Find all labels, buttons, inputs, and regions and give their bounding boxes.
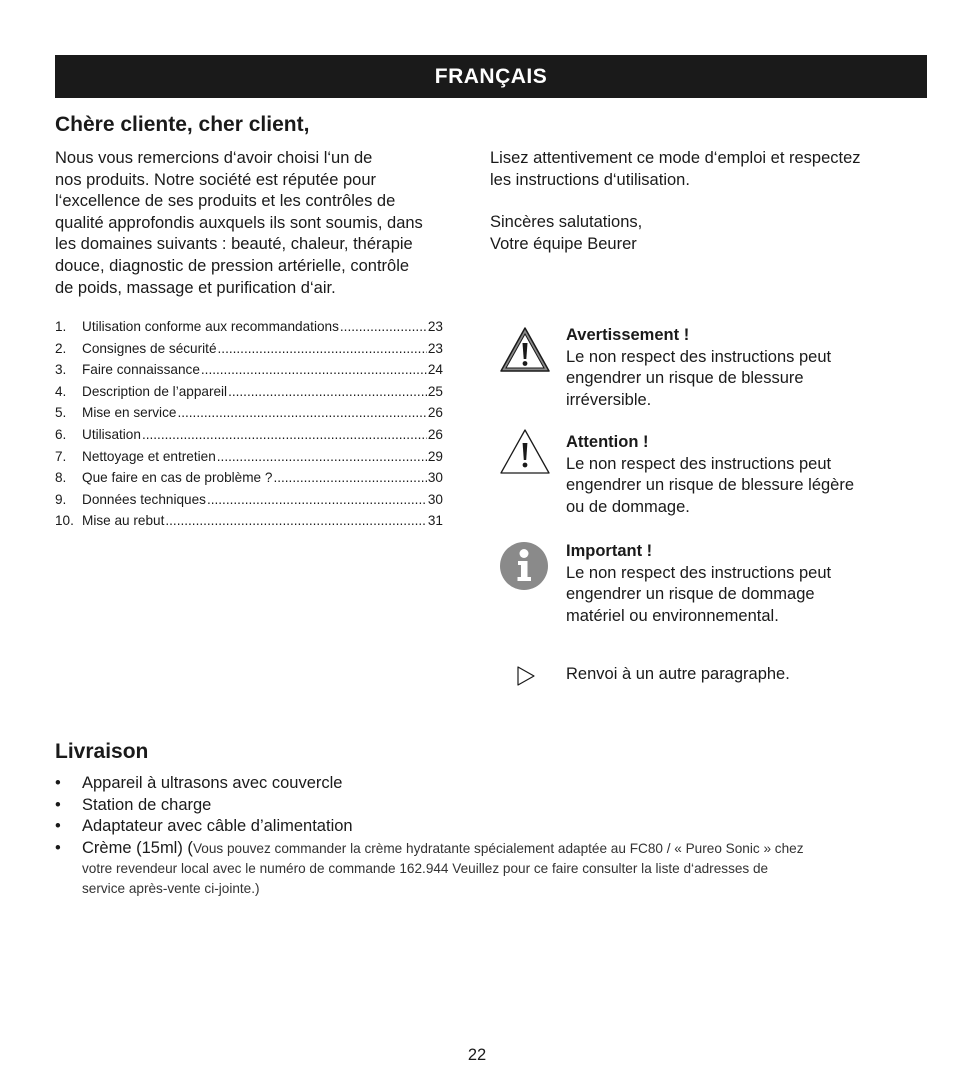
- toc-entry[interactable]: [55, 510, 443, 532]
- greeting-line: douce, diagnostic de pression artérielle, contrôle: [55, 256, 410, 275]
- warning-triangle-filled-icon: [498, 325, 552, 380]
- toc-page: 29: [427, 448, 443, 464]
- toc-leader-dots: [165, 510, 427, 532]
- closing-line: Votre équipe Beurer: [490, 234, 637, 253]
- toc-title: Mise en service: [82, 405, 177, 421]
- toc-page: 26: [427, 426, 443, 442]
- toc-number: 2.: [55, 340, 67, 356]
- delivery-item-text: Adaptateur avec câble d’alimentation: [82, 817, 353, 836]
- closing-line: Sincères salutations,: [490, 213, 643, 231]
- toc-title: Utilisation: [82, 426, 141, 442]
- table-of-contents: [55, 316, 443, 532]
- cream-note: service après-vente ci-jointe.): [82, 881, 260, 897]
- toc-page: 30: [427, 470, 443, 486]
- attention-line: ou de dommage.: [566, 497, 690, 516]
- list-item: • Adaptateur avec câble d’alimentation: [55, 817, 353, 836]
- greeting-line: Nous vous remercions d‘avoir choisi l‘un de: [55, 149, 373, 167]
- toc-page: 26: [427, 405, 443, 421]
- greeting-body: [55, 148, 465, 299]
- toc-leader-dots: [201, 359, 427, 381]
- toc-number: 3.: [55, 362, 67, 378]
- toc-number: 9.: [55, 491, 67, 507]
- toc-page: 25: [427, 383, 443, 399]
- toc-title: Données techniques: [82, 491, 206, 507]
- greeting-line: les domaines suivants : beauté, chaleur, thérapie: [55, 235, 413, 254]
- toc-number: 8.: [55, 470, 67, 486]
- toc-entry[interactable]: [55, 359, 443, 381]
- list-item: • Appareil à ultrasons avec couvercle: [55, 774, 343, 792]
- instruction-line: les instructions d‘utilisation.: [490, 170, 690, 189]
- greeting-heading: Chère cliente, cher client,: [55, 113, 310, 136]
- info-circle-icon: [498, 540, 550, 597]
- toc-entry[interactable]: [55, 424, 443, 446]
- attention-title: Attention !: [566, 433, 649, 451]
- toc-entry[interactable]: [55, 467, 443, 489]
- toc-number: 5.: [55, 405, 67, 421]
- delivery-item-text: Crème (15ml) (: [82, 838, 193, 857]
- toc-leader-dots: [207, 489, 427, 511]
- toc-leader-dots: [340, 316, 427, 338]
- important-line: Le non respect des instructions peut: [566, 563, 832, 582]
- warning-triangle-outline-icon: [498, 426, 552, 481]
- instruction-text: [490, 148, 910, 191]
- toc-leader-dots: [217, 446, 427, 468]
- greeting-line: de poids, massage et purification d‘air.: [55, 278, 336, 297]
- toc-number: 6.: [55, 426, 67, 442]
- closing-text: [490, 212, 910, 255]
- reference-text: Renvoi à un autre paragraphe.: [566, 665, 790, 683]
- play-triangle-icon: [515, 665, 537, 692]
- toc-page: 23: [427, 319, 443, 334]
- delivery-list: [55, 773, 905, 899]
- toc-entry[interactable]: [55, 402, 443, 424]
- warning-line: irréversible.: [566, 390, 652, 409]
- page-number: 22: [467, 1046, 487, 1064]
- toc-number: 7.: [55, 448, 67, 464]
- toc-leader-dots: [273, 467, 426, 489]
- toc-entry[interactable]: [55, 489, 443, 511]
- toc-title: Utilisation conforme aux recommandations: [82, 319, 339, 334]
- cream-note: Vous pouvez commander la crème hydratante spécialement adaptée au FC80 / « Pureo Sonic » chez: [192, 840, 804, 856]
- important-line: matériel ou environnemental.: [566, 606, 779, 625]
- toc-title: Faire connaissance: [82, 362, 200, 378]
- toc-entry[interactable]: [55, 381, 443, 403]
- toc-number: 10.: [55, 513, 74, 529]
- delivery-item-text: Station de charge: [82, 795, 212, 814]
- greeting-line: qualité approfondis auxquels ils sont soumis, dans: [55, 213, 423, 232]
- toc-title: Nettoyage et entretien: [82, 448, 216, 464]
- toc-page: 24: [427, 362, 443, 378]
- warning-title: Avertissement !: [566, 326, 690, 344]
- instruction-line: Lisez attentivement ce mode d‘emploi et respectez: [490, 149, 861, 167]
- important-title: Important !: [566, 542, 653, 560]
- toc-title: Mise au rebut: [82, 513, 165, 529]
- toc-title: Que faire en cas de problème ?: [82, 470, 273, 486]
- toc-number: 4.: [55, 383, 67, 399]
- toc-leader-dots: [142, 424, 427, 446]
- toc-page: 30: [427, 491, 443, 507]
- toc-title: Consignes de sécurité: [82, 340, 217, 356]
- toc-leader-dots: [228, 381, 427, 403]
- warning-line: Le non respect des instructions peut: [566, 347, 832, 366]
- attention-line: Le non respect des instructions peut: [566, 454, 832, 473]
- cream-note: votre revendeur local avec le numéro de commande 162.944 Veuillez pour ce faire consulter la liste d‘adresses de: [82, 861, 769, 877]
- toc-page: 31: [427, 513, 443, 529]
- toc-leader-dots: [218, 338, 427, 360]
- toc-page: 23: [427, 340, 443, 356]
- toc-entry[interactable]: [55, 446, 443, 468]
- warning-line: engendrer un risque de blessure: [566, 369, 804, 388]
- delivery-heading: Livraison: [55, 740, 149, 763]
- toc-title: Description de l’appareil: [82, 383, 228, 399]
- greeting-line: l‘excellence de ses produits et les contrôles de: [55, 192, 396, 211]
- language-header: FRANÇAIS: [55, 55, 927, 98]
- important-line: engendrer un risque de dommage: [566, 585, 815, 604]
- list-item: • Crème (15ml) (Vous pouvez commander la crème hydratante spécialement adaptée au FC80 / « Pureo Sonic » chez votre revendeur local avec le numéro de commande 162.944 Veuillez pour ce faire consulter la liste d‘adresses de service après-vente ci-jointe.): [55, 838, 905, 900]
- toc-number: 1.: [55, 319, 67, 334]
- toc-entry[interactable]: [55, 316, 443, 338]
- toc-leader-dots: [177, 402, 426, 424]
- greeting-line: nos produits. Notre société est réputée pour: [55, 170, 377, 189]
- list-item: • Station de charge: [55, 795, 212, 814]
- attention-line: engendrer un risque de blessure légère: [566, 476, 855, 495]
- toc-entry[interactable]: [55, 338, 443, 360]
- delivery-item-text: Appareil à ultrasons avec couvercle: [82, 774, 343, 792]
